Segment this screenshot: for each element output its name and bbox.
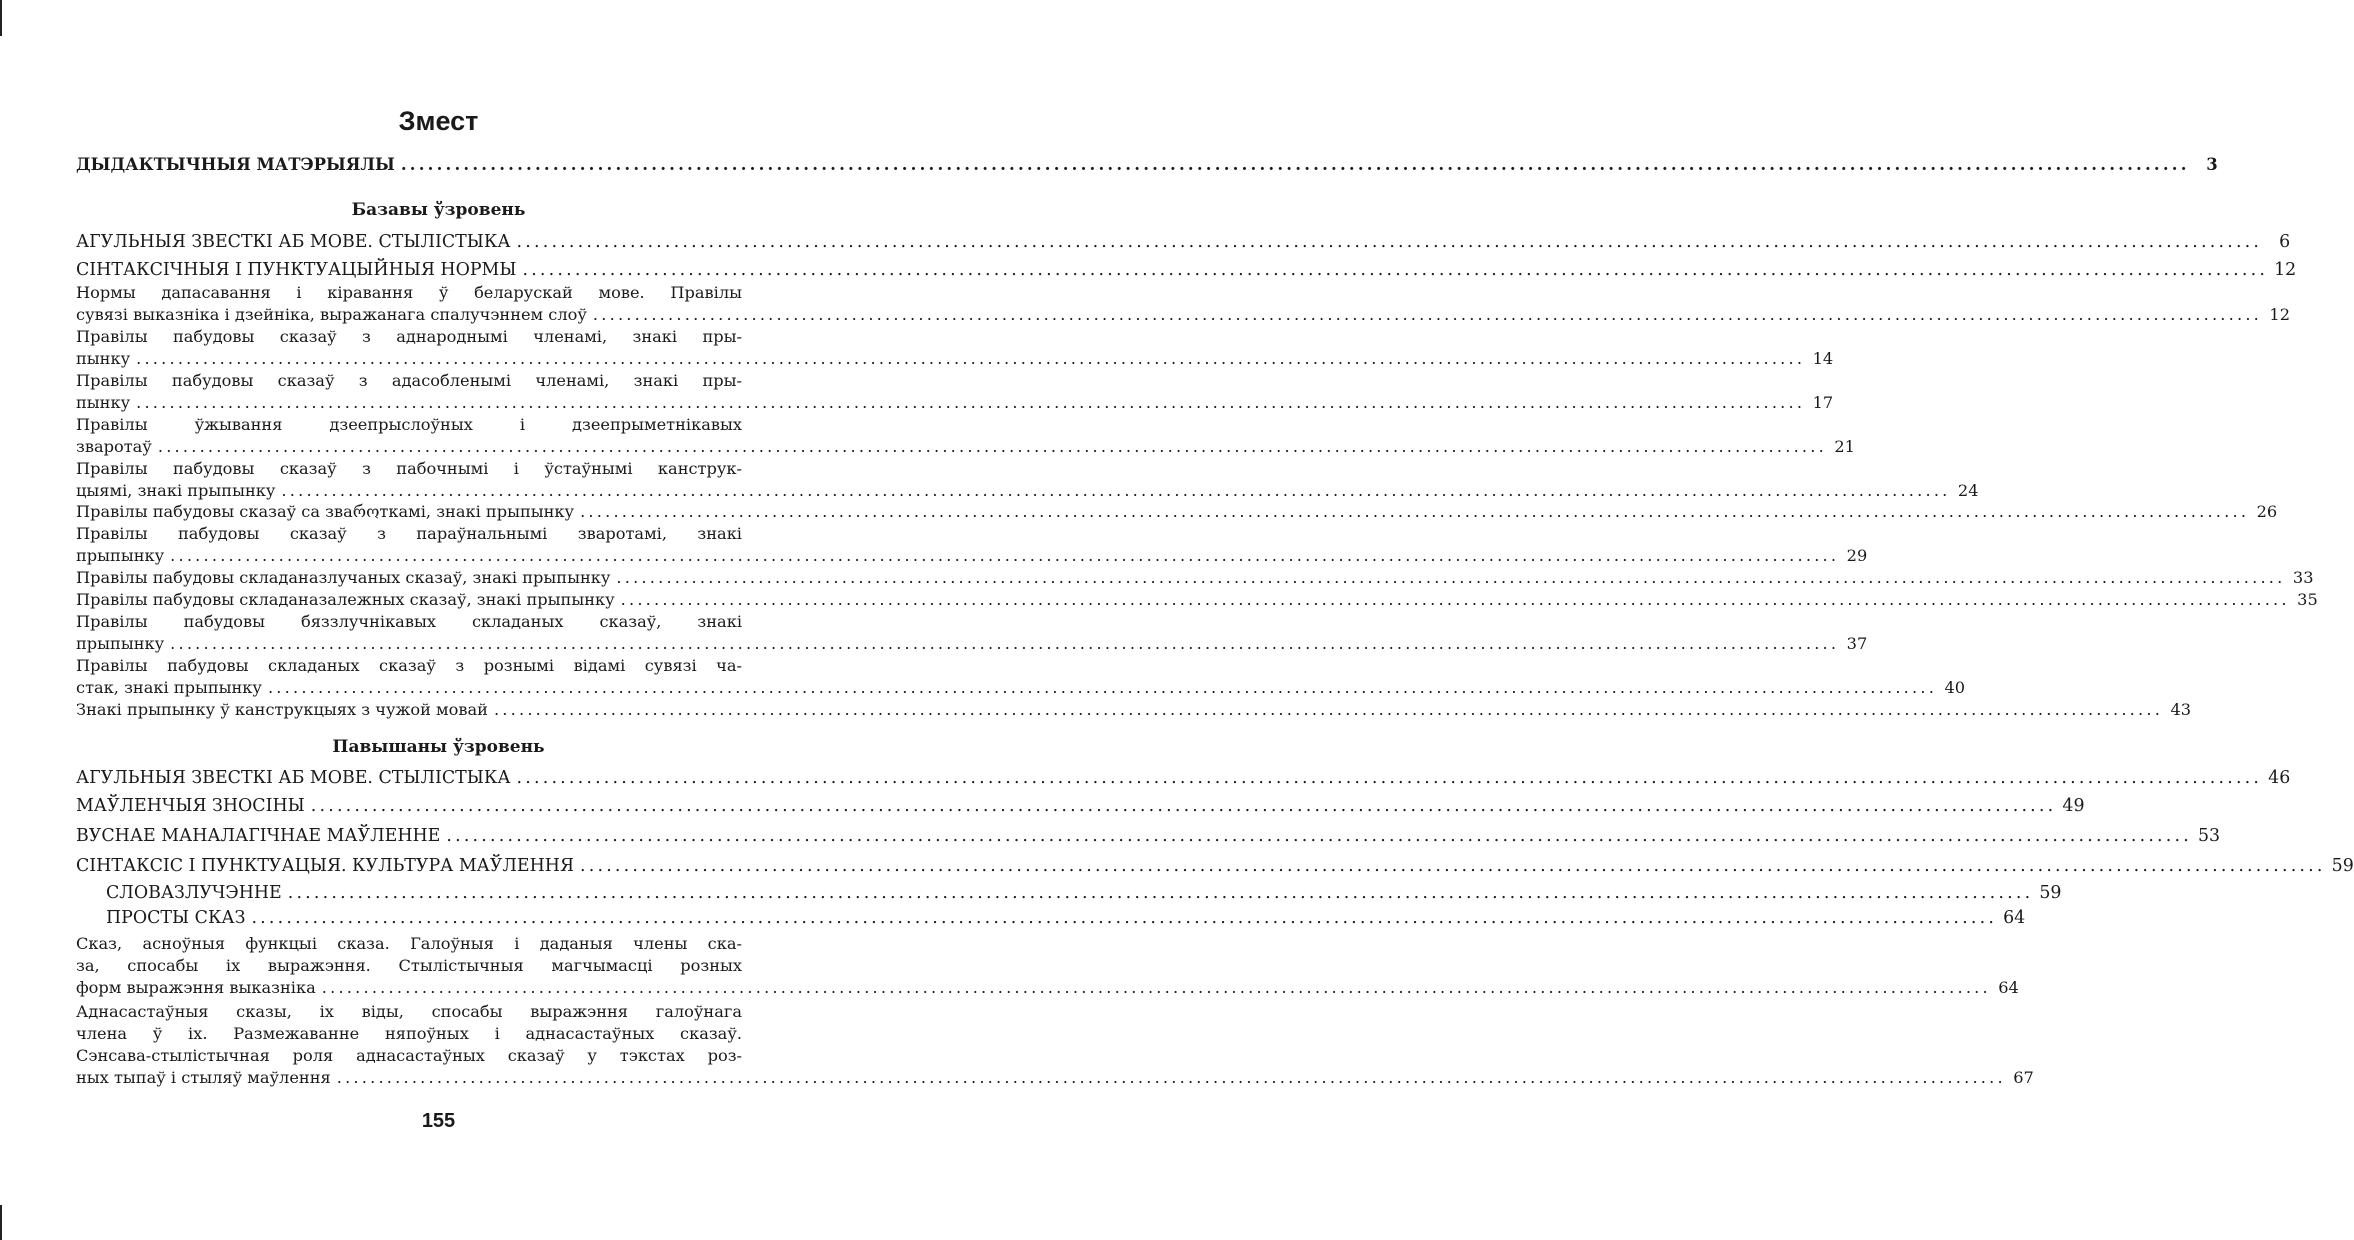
dot-leader: ........................................................................................................................................................................................................	[580, 502, 2250, 521]
toc-entry-line: СІНТАКСІС І ПУНКТУАЦЫЯ. КУЛЬТУРА МАЎЛЕННЯ	[76, 856, 575, 876]
dot-leader: ........................................................................................................................................................................................................	[516, 768, 2263, 788]
dot-leader: ........................................................................................................................................................................................................	[310, 796, 2057, 816]
dot-leader: ........................................................................................................................................................................................................	[170, 634, 1840, 653]
dot-leader: ........................................................................................................................................................................................................	[516, 232, 2263, 252]
toc-entry-line: Знакі прыпынку ў канструкцыях з чужой мовай	[76, 700, 488, 719]
dot-leader: ........................................................................................................................................................................................................	[522, 260, 2269, 280]
toc-entry-line: пынку	[76, 393, 131, 412]
dot-leader: ........................................................................................................................................................................................................	[281, 481, 1951, 500]
toc-entry[interactable]	[76, 282, 2291, 326]
toc-entry-line: ВУСНАЕ МАНАЛАГІЧНАЕ МАЎЛЕННЕ	[76, 826, 441, 846]
toc-entry-line: Правілы пабудовы складаназлучаных сказаў, знакі прыпынку	[76, 568, 611, 587]
toc-entry-line: зваротаў	[76, 437, 152, 456]
toc-entry-line: Правілы пабудовы сказаў з аднароднымі членамі, знакі пры-	[76, 327, 742, 346]
toc-entry-line: члена ў іх. Размежаванне няпоўных і аднасастаўных сказаў.	[76, 1024, 742, 1043]
dot-leader: ........................................................................................................................................................................................................	[267, 678, 1938, 697]
toc-entry-line: СЛОВАЗЛУЧЭННЕ	[106, 883, 282, 903]
dot-leader: ........................................................................................................................................................................................................	[616, 568, 2286, 587]
toc-page-number: 26	[2256, 502, 2278, 521]
dot-leader: ........................................................................................................................................................................................................	[493, 700, 2164, 719]
toc-entry-line: Правілы пабудовы складаных сказаў з рознымі відамі сувязі ча-	[76, 656, 742, 675]
toc-entry-line: АГУЛЬНЫЯ ЗВЕСТКІ АБ МОВЕ. СТЫЛІСТЫКА	[76, 768, 511, 788]
toc-entry-line: Аднасастаўныя сказы, іх віды, спосабы выражэння галоўнага	[76, 1002, 742, 1021]
toc-entry[interactable]	[76, 655, 1966, 699]
toc-entry[interactable]	[76, 259, 2297, 281]
toc-page-number: 3	[2206, 155, 2218, 174]
toc-entry-line: стак, знакі прыпынку	[76, 678, 262, 697]
toc-page-number: 53	[2197, 826, 2221, 846]
dot-leader: ........................................................................................................................................................................................................	[592, 305, 2263, 324]
dot-leader: ........................................................................................................................................................................................................	[620, 590, 2290, 609]
toc-entry[interactable]	[76, 501, 2278, 523]
toc-page-number: 12	[2274, 260, 2297, 280]
toc-entry[interactable]	[76, 523, 1868, 567]
toc-entry-line: Сказ, асноўныя функцыі сказа. Галоўныя і даданыя члены ска-	[76, 934, 742, 953]
toc-entry-line: ПРОСТЫ СКАЗ	[106, 908, 246, 928]
toc-entry-line: форм выражэння выказніка	[76, 978, 316, 997]
dot-leader: ........................................................................................................................................................................................................	[136, 349, 1806, 368]
toc-page-number: 21	[1834, 437, 1855, 456]
dot-leader: ........................................................................................................................................................................................................	[157, 437, 1827, 456]
toc-entry[interactable]	[76, 825, 2221, 847]
toc-entry-line: СІНТАКСІЧНЫЯ І ПУНКТУАЦЫЙНЫЯ НОРМЫ	[76, 260, 517, 280]
toc-entry-line: Правілы пабудовы складаназалежных сказаў, знакі прыпынку	[76, 590, 615, 609]
toc-page-number: 49	[2062, 796, 2085, 816]
toc-entry[interactable]	[76, 611, 1868, 655]
toc-page-number: 46	[2268, 768, 2291, 788]
toc-entry-line: МАЎЛЕНЧЫЯ ЗНОСІНЫ	[76, 796, 305, 816]
toc-page-number: 33	[2292, 568, 2314, 587]
toc-entry-line: прыпынку	[76, 634, 165, 653]
toc-entry-line: АГУЛЬНЫЯ ЗВЕСТКІ АБ МОВЕ. СТЫЛІСТЫКА	[76, 232, 511, 252]
page-title: Змест	[398, 106, 479, 136]
toc-entry-line: ных тыпаў і стыляў маўлення	[76, 1068, 331, 1087]
toc-entry-line: Правілы пабудовы сказаў з параўнальнымі зваротамі, знакі	[76, 524, 742, 543]
page-edge-mark	[0, 0, 2, 36]
toc-entry[interactable]	[106, 882, 2062, 904]
toc-entry[interactable]	[76, 589, 2318, 611]
toc-entry[interactable]	[76, 795, 2085, 817]
dot-leader: ........................................................................................................................................................................................................	[136, 393, 1806, 412]
section-heading-basic: Базавы ўзровень	[351, 200, 526, 220]
toc-entry[interactable]	[76, 231, 2291, 253]
toc-entry-line: прыпынку	[76, 546, 165, 565]
toc-entry-line: Сэнсава-стылістычная роля аднасастаўных сказаў у тэкстах роз-	[76, 1046, 742, 1065]
toc-entry[interactable]	[76, 458, 1979, 502]
dot-leader: ........................................................................................................................................................................................................	[336, 1068, 2006, 1087]
toc-page-number: 59	[2039, 883, 2062, 903]
toc-entry[interactable]	[76, 855, 2354, 877]
dot-leader: ........................................................................................................................................................................................................	[170, 546, 1840, 565]
toc-entry[interactable]	[76, 933, 2019, 999]
dot-leader: ........................................................................................................................................................................................................	[580, 856, 2326, 876]
section-heading-advanced: Павышаны ўзровень	[332, 737, 545, 757]
toc-entry[interactable]	[76, 414, 1855, 458]
toc-entry-line: Правілы ўжывання дзеепрыслоўных і дзеепрыметнікавых	[76, 415, 742, 434]
toc-entry[interactable]	[76, 326, 1834, 370]
toc-page-number: 35	[2297, 590, 2318, 609]
toc-entry[interactable]	[76, 699, 2192, 721]
dot-leader: ........................................................................................................................................................................................................	[446, 826, 2192, 846]
toc-page-number: 14	[1812, 349, 1834, 368]
toc-entry-line: Правілы пабудовы сказаў з пабочнымі і ўстаўнымі канструк-	[76, 459, 742, 478]
toc-page-number: 59	[2331, 856, 2354, 876]
toc-entry-line: ДЫДАКТЫЧНЫЯ МАТЭРЫЯЛЫ	[76, 155, 395, 174]
toc-page-number: 24	[1957, 481, 1979, 500]
toc-page-number: 64	[1998, 978, 2019, 997]
toc-entry[interactable]	[76, 370, 1834, 414]
toc-entry-line: цыямі, знакі прыпынку	[76, 481, 276, 500]
toc-entry-line: Правілы пабудовы сказаў са зваროткамі, знакі прыпынку	[76, 502, 575, 521]
toc-entry-line: сувязі выказніка і дзейніка, выражанага спалучэннем слоў	[76, 305, 587, 324]
toc-page-number: 6	[2279, 232, 2291, 252]
toc-entry[interactable]	[76, 567, 2314, 589]
page-edge-mark	[0, 1205, 2, 1240]
toc-entry-line: за, спосабы іх выражэння. Стылістычныя магчымасці розных	[76, 956, 742, 975]
dot-leader: ........................................................................................................................................................................................................	[400, 155, 2190, 174]
dot-leader: ........................................................................................................................................................................................................	[251, 908, 1998, 928]
toc-entry[interactable]	[106, 907, 2026, 929]
toc-entry-line: Правілы пабудовы бяззлучнікавых складаных сказаў, знакі	[76, 612, 742, 631]
toc-entry[interactable]	[76, 767, 2291, 789]
dot-leader: ........................................................................................................................................................................................................	[287, 883, 2034, 903]
toc-page-number: 37	[1846, 634, 1868, 653]
toc-entry[interactable]	[76, 1001, 2034, 1089]
toc-page-number: 64	[2003, 908, 2026, 928]
dot-leader: ........................................................................................................................................................................................................	[321, 978, 1991, 997]
toc-page-number: 67	[2013, 1068, 2034, 1087]
toc-entry-line: Нормы дапасавання і кіравання ў беларускай мове. Правілы	[76, 283, 742, 302]
toc-page-number: 12	[2269, 305, 2291, 324]
toc-page-number: 40	[1944, 678, 1966, 697]
toc-page-number: 43	[2170, 700, 2192, 719]
toc-page-number: 29	[1846, 546, 1868, 565]
page-number: 155	[421, 1110, 456, 1132]
toc-entry-line: пынку	[76, 349, 131, 368]
toc-entry[interactable]	[76, 154, 2218, 176]
toc-page-number: 17	[1812, 393, 1834, 412]
toc-entry-line: Правілы пабудовы сказаў з адасобленымі членамі, знакі пры-	[76, 371, 742, 390]
